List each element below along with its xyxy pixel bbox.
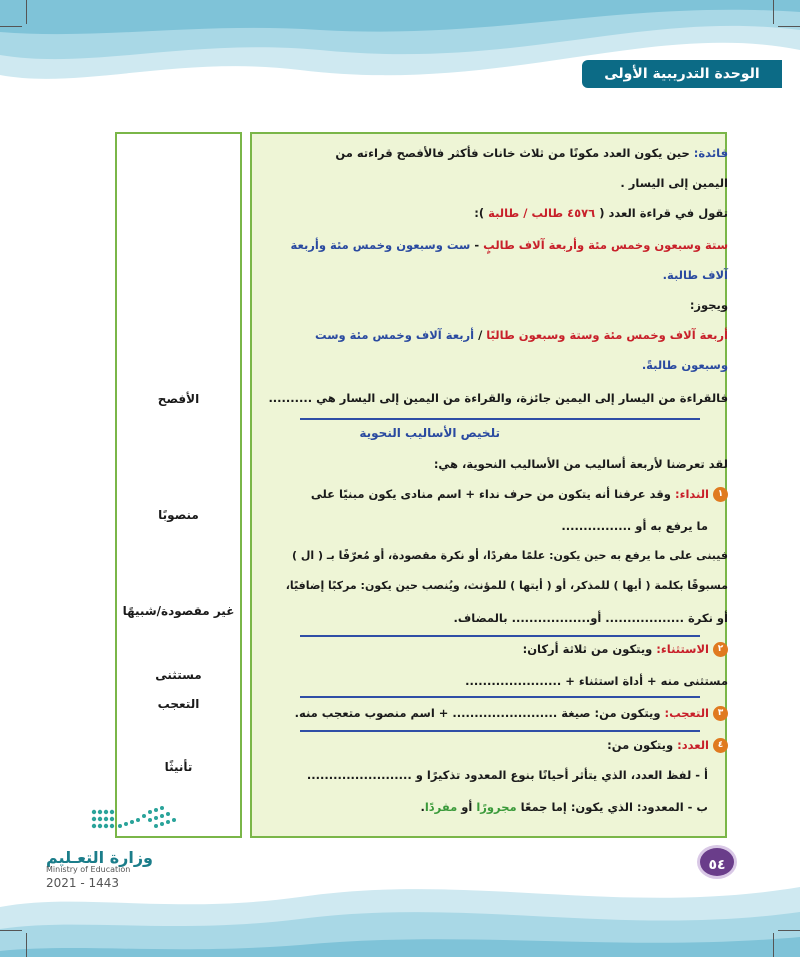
text-line: ما يرفع به أو ................ — [561, 519, 708, 533]
crop-mark — [773, 0, 774, 24]
text-line: وسبعون طالبةً. — [641, 358, 728, 372]
crop-mark — [0, 930, 22, 931]
section-title: تلخيص الأساليب النحوية — [359, 426, 500, 440]
crop-mark — [778, 930, 800, 931]
text-line: فيبنى على ما يرفع به حين يكون: علمًا مفردًا، أو نكرة مقصودة، أو مُعرّفًا بـ ( ال ) — [292, 549, 728, 562]
divider — [300, 635, 700, 637]
answer-word: منصوبًا — [158, 508, 199, 522]
answer-word: الأفصح — [157, 392, 200, 406]
text-line: أ - لفظ العدد، الذي يتأثر أحيانًا بنوع المعدود تذكيرًا و ........................ — [306, 768, 708, 782]
bottom-wave-decoration — [0, 867, 800, 957]
text-line: مستثنى منه + أداة استثناء + ...................... — [465, 674, 728, 688]
answer-word: غير مقصودة/شبيهًا — [122, 604, 235, 618]
crop-mark — [778, 26, 800, 27]
ministry-name-arabic: وزارة التعـليم — [46, 848, 153, 867]
text-line: ستة وسبعون وخمس مئة وأربعة آلاف طالبٍ - ست وسبعون وخمس مئة وأربعة — [290, 238, 728, 252]
answers-panel — [115, 132, 242, 838]
divider — [300, 418, 700, 420]
text-line: ب - المعدود: الذي يكون: إما جمعًا مجرورًا أو مفردًا. — [420, 800, 708, 814]
answer-word: تأنيثًا — [164, 760, 193, 774]
list-item: ١النداء: وقد عرفنا أنه يتكون من حرف نداء + اسم منادى يكون مبنيًا على — [311, 487, 728, 502]
crop-mark — [26, 0, 27, 24]
text-line: أو نكرة .................. أو.................. بالمضاف. — [453, 611, 728, 625]
divider — [300, 696, 700, 698]
unit-title-tab: الوحدة التدريبية الأولى — [582, 60, 782, 88]
benefit-label: فائدة: — [693, 146, 728, 160]
list-item: ٣التعجب: ويتكون من: صيغة ........................ + اسم منصوب متعجب منه. — [295, 706, 728, 721]
list-item: ٢الاستثناء: ويتكون من ثلاثة أركان: — [523, 642, 728, 657]
answer-word: التعجب — [157, 697, 200, 711]
benefit-line: فائدة: حين يكون العدد مكونًا من ثلاث خانات فأكثر فالأفصح قراءته من — [335, 146, 728, 160]
text-line: تقول في قراءة العدد ( ٤٥٧٦ طالب / طالبة ): — [474, 206, 728, 220]
edition-year: 2021 - 1443 — [46, 876, 120, 890]
answer-word: مستثنى — [155, 668, 202, 682]
text-line: لقد تعرضنا لأربعة أساليب من الأساليب النحوية، هي: — [433, 457, 728, 471]
page-number: ٥٤ — [697, 845, 737, 879]
crop-mark — [773, 933, 774, 957]
text-line: آلاف طالبة. — [662, 268, 728, 282]
divider — [300, 730, 700, 732]
text-line: اليمين إلى اليسار . — [620, 176, 728, 190]
list-item: ٤العدد: ويتكون من: — [607, 738, 728, 753]
crop-mark — [0, 26, 22, 27]
text-line: مسبوقًا بكلمة ( أيها ) للمذكر، أو ( أيتها ) للمؤنث، ويُنصب حين يكون: مركبًا إضافيًا، — [285, 579, 728, 592]
crop-mark — [26, 933, 27, 957]
ministry-name-english: Ministry of Education — [46, 865, 131, 874]
text-line: فالقراءة من اليسار إلى اليمين جائزة، والقراءة من اليمين إلى اليسار هي .......... — [268, 391, 728, 405]
text-line: ويجوز: — [689, 298, 728, 312]
text-line: أربعة آلاف وخمس مئة وستة وسبعون طالبًا / أربعة آلاف وخمس مئة وست — [315, 328, 728, 342]
ministry-logo-icon — [90, 802, 182, 836]
